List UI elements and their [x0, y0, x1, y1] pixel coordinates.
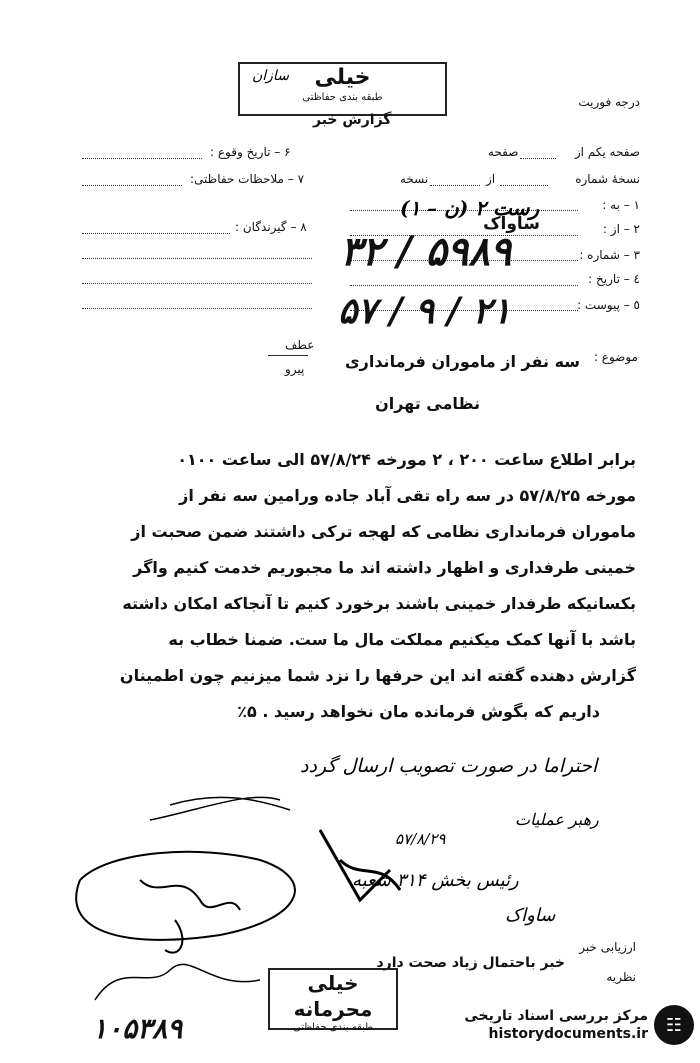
occurrence-date-label: ۶ – تاریخ وقوع :: [210, 145, 291, 159]
to-handwritten: رست ۲ (ن – ۱): [400, 196, 540, 220]
body-line-6: باشد با آنها کمک میکنیم مملکت مال ما ست. ضمنا خطاب به: [168, 630, 636, 649]
recipients-label: ۸ – گیرندگان :: [235, 220, 307, 234]
page-suffix: صفحه: [488, 145, 519, 159]
stamp-top-scribble: سازان: [252, 68, 289, 84]
atf-label: عطف: [285, 338, 315, 352]
handnote-savak: ساواک: [505, 905, 556, 926]
date-handwritten: ۵۷ / ۹ / ۲۱: [338, 290, 512, 332]
body-line-5: بکسانیکه طرفدار خمینی باشند برخورد کنیم تا آنجاکه امکان داشته: [122, 594, 636, 613]
subject-label: موضوع :: [593, 350, 638, 364]
evaluation-label: ارزیابی خبر: [579, 940, 636, 954]
subject-line-2: نظامی تهران: [375, 394, 480, 413]
peyro-label: پیرو: [285, 362, 305, 376]
handnote-operations: رهبر عملیات: [515, 810, 599, 829]
from-typed: ساواک: [483, 214, 540, 234]
history-documents-logo: [464, 1005, 694, 1045]
stamp-top-sub: طبقه بندی حفاظتی: [302, 92, 383, 103]
handnote-approval: احتراما در صورت تصویب ارسال گردد: [300, 755, 598, 777]
field-attachment: ٥ – پیوست :: [577, 298, 640, 312]
signature-4: [95, 964, 260, 1000]
degree-label: درجه فوریت: [578, 95, 640, 109]
signature-3: [320, 830, 400, 900]
number-handwritten: ۳۲ / ۵۹۸۹: [340, 228, 512, 275]
stamp-bottom-sub: طبقه بندی حفاظتی: [292, 1022, 374, 1033]
body-line-8: داریم که بگوش فرمانده مان نخواهد رسید . ۵٪: [237, 702, 600, 721]
copy-label: نسخهٔ شماره: [575, 172, 640, 186]
body-line-2: مورخه ۵۷/۸/۲۵ در سه راه تقی آباد جاده ورامین سه نفر از: [179, 486, 636, 505]
field-date: ٤ – تاریخ :: [588, 272, 640, 286]
logo-line-1: مرکز بررسی اسناد تاریخی: [464, 1008, 648, 1024]
body-line-4: خمینی طرفداری و اظهار داشته اند ما مجبوریم خدمت کنیم واگر: [133, 558, 636, 577]
signature-5: [165, 920, 182, 953]
signature-1: [150, 797, 290, 820]
field-from: ۲ – از :: [602, 222, 640, 236]
copy-suffix: نسخه: [400, 172, 429, 186]
subject-line-1: سه نفر از ماموران فرمانداری: [344, 352, 580, 371]
logo-line-2: historydocuments.ir: [488, 1026, 648, 1042]
evaluation-value: خبر باحتمال زیاد صحت دارد: [376, 955, 565, 971]
handnote-date: ۵۷/۸/۲۹: [395, 830, 446, 848]
body-line-3: ماموران فرمانداری نظامی که لهجه ترکی داشتند ضمن صحبت از: [131, 522, 636, 541]
body-line-1: برابر اطلاع ساعت ۲۰۰ ، ۲ مورخه ۵۷/۸/۲۴ الی ساعت ۰۱۰۰: [177, 450, 636, 469]
book-icon: ☷: [654, 1005, 694, 1045]
signature-2: [140, 880, 240, 910]
signature-loop: [76, 852, 295, 940]
notes-label: ۷ – ملاحظات حفاظتی:: [190, 172, 305, 186]
field-number: ۳ – شماره :: [579, 248, 640, 262]
report-type: گزارش خبر: [313, 112, 392, 128]
logo-text: [464, 1007, 648, 1043]
page-label: صفحه یکم از: [574, 145, 640, 159]
opinion-label: نظریه: [606, 970, 636, 984]
field-to: ۱ – به :: [602, 198, 640, 212]
archive-number: ۱۰۵۳۸۹: [92, 1012, 183, 1045]
handnote-section-chief: رئیس بخش ۳۱۴ شعبه: [352, 870, 519, 891]
stamp-top-main: خیلی: [314, 65, 371, 90]
copy-mid: از: [486, 172, 496, 186]
stamp-bottom-main: خیلی محرمانه: [293, 971, 373, 1021]
body-line-7: گزارش دهنده گفته اند این حرفها را نزد شما میزنیم چون اطمینان: [119, 666, 636, 685]
